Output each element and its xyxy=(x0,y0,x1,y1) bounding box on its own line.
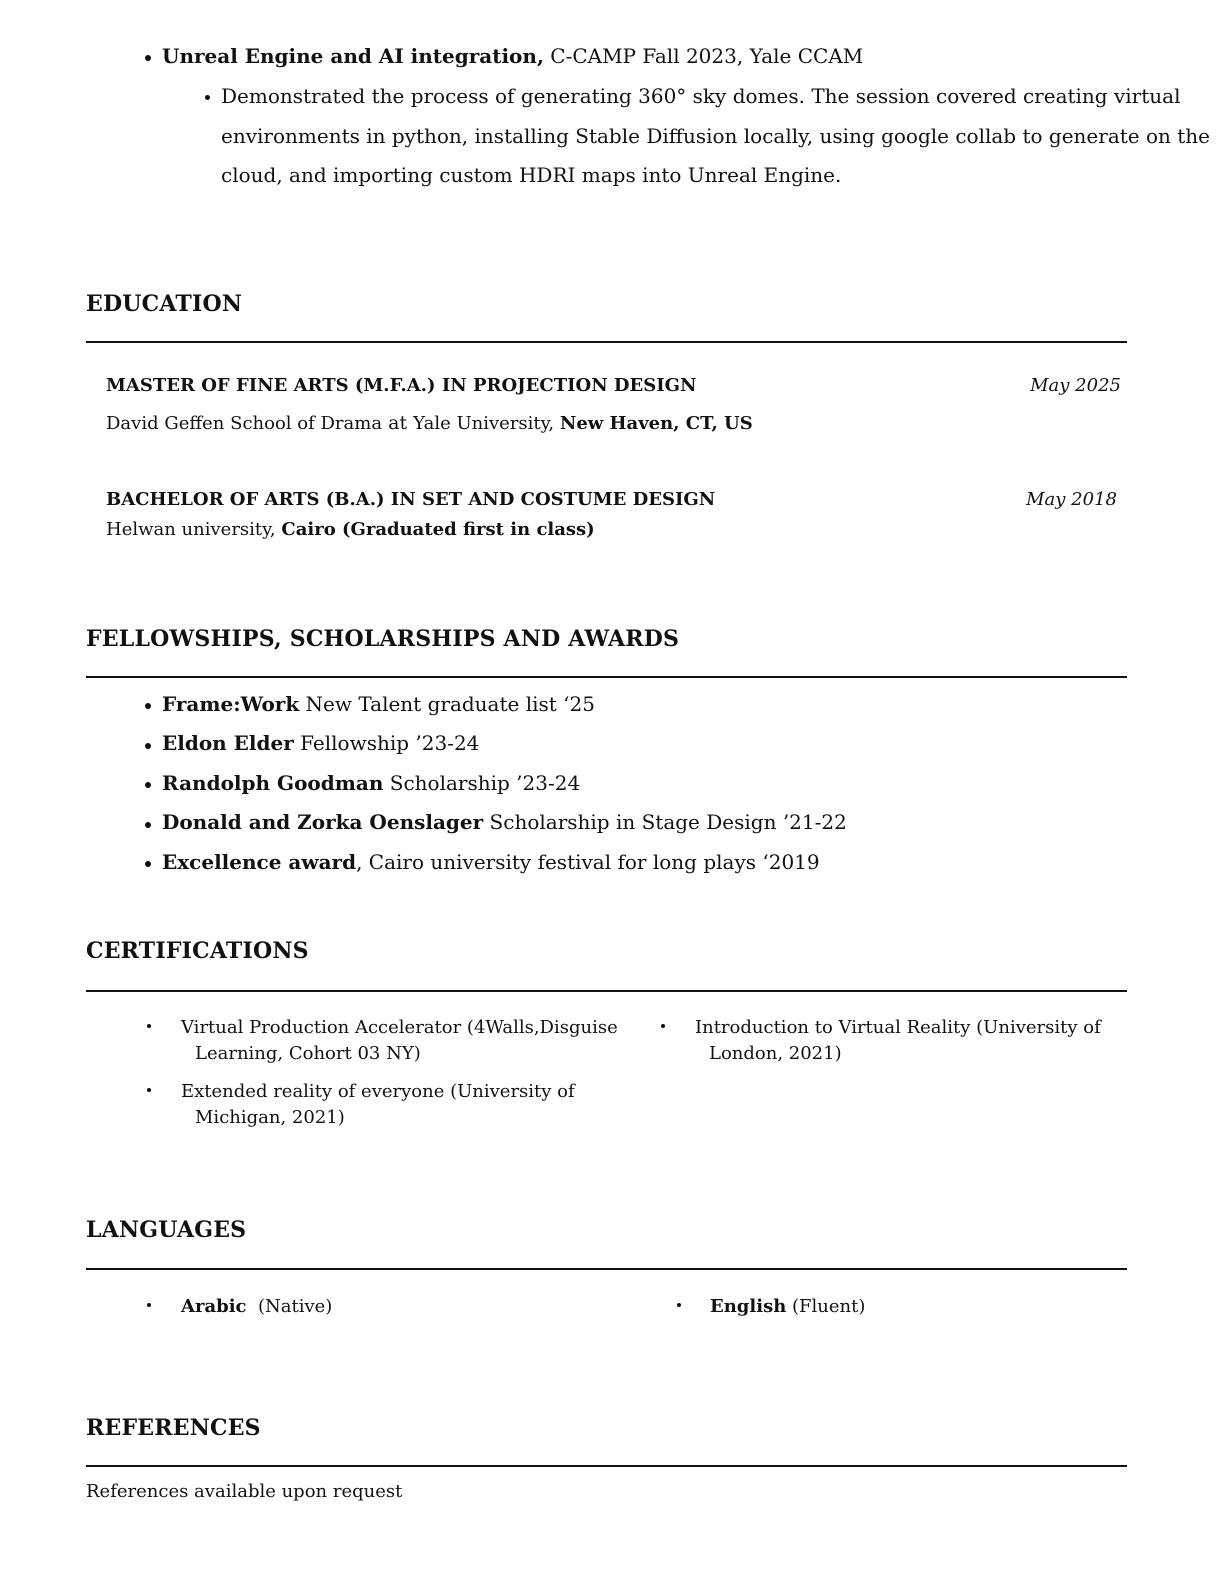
certification-line: Introduction to Virtual Reality (University of xyxy=(695,1017,1101,1038)
bullet-icon xyxy=(145,822,151,828)
school-connector: at xyxy=(382,412,414,434)
workshop-desc-line-2: environments in python, installing Stable Diffusion locally, using google collab to generate on the xyxy=(221,124,1211,148)
education-divider xyxy=(86,341,1127,343)
university-name: Yale University, xyxy=(413,413,560,434)
references-divider xyxy=(86,1465,1127,1467)
language-name: English xyxy=(710,1296,787,1317)
award-item xyxy=(162,810,847,834)
bullet-icon xyxy=(147,1088,151,1092)
award-name: Excellence award xyxy=(162,850,357,874)
certification-item xyxy=(181,1015,621,1067)
bullet-icon xyxy=(145,743,151,749)
certification-line: Extended reality of everyone (University of xyxy=(181,1081,575,1102)
award-item xyxy=(162,731,479,755)
education-date: May 2025 xyxy=(1030,375,1121,396)
award-item xyxy=(162,692,595,716)
certification-line: Virtual Production Accelerator (4Walls,Disguise xyxy=(181,1017,618,1038)
bullet-icon xyxy=(145,55,151,61)
award-detail: Fellowship ’23-24 xyxy=(293,731,480,755)
award-name: Donald and Zorka Oenslager xyxy=(162,810,484,834)
award-item xyxy=(162,850,820,874)
languages-divider xyxy=(86,1268,1127,1270)
school-location: Cairo (Graduated first in class) xyxy=(281,519,595,540)
language-name: Arabic xyxy=(181,1296,247,1317)
certifications-divider xyxy=(86,990,1127,992)
award-detail: Scholarship ’23-24 xyxy=(383,771,581,795)
language-item xyxy=(181,1294,332,1320)
awards-divider xyxy=(86,676,1127,678)
school-name: Helwan university, xyxy=(106,519,282,540)
bullet-icon xyxy=(147,1303,151,1307)
workshop-title: Unreal Engine and AI integration, xyxy=(162,44,544,68)
education-degree: MASTER OF FINE ARTS (M.F.A.) IN PROJECTION DESIGN xyxy=(106,375,697,396)
language-level: (Native) xyxy=(257,1296,333,1317)
education-degree: BACHELOR OF ARTS (B.A.) IN SET AND COSTUME DESIGN xyxy=(106,489,716,510)
bullet-icon xyxy=(145,861,151,867)
language-item xyxy=(710,1294,865,1320)
workshop-desc-line-1: Demonstrated the process of generating 360° sky domes. The session covered creating virtual xyxy=(221,84,1181,108)
bullet-icon xyxy=(205,95,210,100)
bullet-icon xyxy=(145,782,151,788)
award-detail: New Talent graduate list ‘25 xyxy=(299,692,595,716)
award-name: Randolph Goodman xyxy=(162,771,384,795)
bullet-icon xyxy=(145,703,151,709)
school-name: David Geffen School of Drama xyxy=(106,413,383,434)
bullet-icon xyxy=(661,1024,665,1028)
award-item xyxy=(162,771,580,795)
certification-line: London, 2021) xyxy=(709,1043,842,1064)
languages-heading: LANGUAGES xyxy=(86,1217,247,1243)
school-location: New Haven, CT, US xyxy=(559,413,753,434)
certification-item xyxy=(695,1015,1115,1067)
bullet-icon xyxy=(147,1024,151,1028)
award-detail: , Cairo university festival for long plays ‘2019 xyxy=(356,850,820,874)
education-heading: EDUCATION xyxy=(86,291,243,317)
workshop-desc-line-3: cloud, and importing custom HDRI maps into Unreal Engine. xyxy=(221,163,842,187)
references-heading: REFERENCES xyxy=(86,1415,261,1441)
workshop-detail: C-CAMP Fall 2023, Yale CCAM xyxy=(543,44,864,68)
awards-heading: FELLOWSHIPS, SCHOLARSHIPS AND AWARDS xyxy=(86,626,680,652)
language-level: (Fluent) xyxy=(792,1296,866,1317)
award-detail: Scholarship in Stage Design ’21-22 xyxy=(483,810,847,834)
certification-item xyxy=(181,1079,621,1131)
education-date: May 2018 xyxy=(1026,489,1117,510)
certification-line: Learning, Cohort 03 NY) xyxy=(195,1043,421,1064)
certification-line: Michigan, 2021) xyxy=(195,1107,345,1128)
education-school-line xyxy=(106,412,753,435)
bullet-icon xyxy=(677,1303,681,1307)
award-name: Frame:Work xyxy=(162,692,300,716)
workshop-title-line xyxy=(162,44,863,68)
award-name: Eldon Elder xyxy=(162,731,294,755)
education-school-line xyxy=(106,519,595,541)
references-text: References available upon request xyxy=(86,1481,403,1502)
certifications-heading: CERTIFICATIONS xyxy=(86,938,309,964)
